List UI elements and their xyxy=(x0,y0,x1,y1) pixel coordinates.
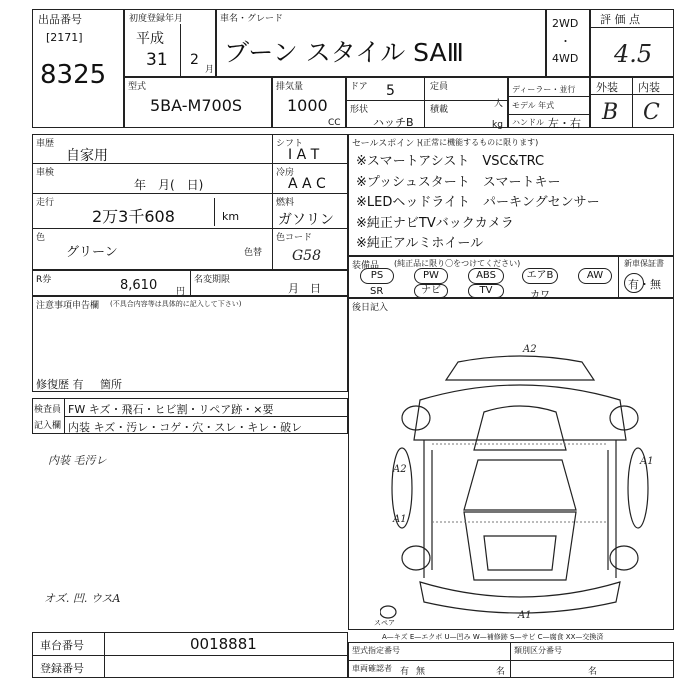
color-change-label: 色替 xyxy=(244,248,263,258)
fuel: ガソリン xyxy=(278,212,334,228)
transfer-value: 月 日 xyxy=(288,282,321,295)
drive-2wd: 2WD xyxy=(552,17,579,30)
person-unit: 人 xyxy=(494,99,504,109)
lot-label: 出品番号 xyxy=(38,13,82,26)
divider xyxy=(424,77,425,128)
class-label: 類別区分番号 xyxy=(514,646,562,655)
transfer-label: 名変期限 xyxy=(194,275,231,285)
shift-label: シフト xyxy=(276,139,304,149)
notes-label: 注意事項申告欄 xyxy=(36,301,100,311)
sales-point: ※純正ナビTVバックカメラ xyxy=(356,215,514,231)
mark-left-upper: A2 xyxy=(393,464,407,475)
drive-dot: ・ xyxy=(560,35,571,48)
handwritten-note-1: 内装 毛汚レ xyxy=(48,454,107,467)
dealer-label: ディーラー・並行 xyxy=(512,85,576,94)
score: 4.5 xyxy=(614,40,653,68)
kg-unit: kg xyxy=(492,120,503,130)
inspection-label: 車検 xyxy=(36,168,55,178)
model-year-label: モデル 年式 xyxy=(512,101,555,110)
doors-box xyxy=(346,77,508,128)
reg-label: 登録番号 xyxy=(40,662,84,675)
equip-ps: PS xyxy=(360,268,394,284)
repair-label: 修復歴 有 xyxy=(36,378,84,391)
equip-airbag: エアB xyxy=(522,268,558,284)
car-name-label: 車名・グレード xyxy=(220,14,284,24)
exterior-label: 外装 xyxy=(596,81,618,94)
recycle: 8,610 xyxy=(120,278,158,293)
equip-pw: PW xyxy=(414,268,448,284)
mileage: 2万3千608 xyxy=(92,207,175,226)
doors-label: ドア xyxy=(350,82,368,92)
color-label: 色 xyxy=(36,233,46,243)
warranty: 有・無 xyxy=(628,278,661,291)
warranty-label: 新車保証書 xyxy=(624,259,664,268)
yen-unit: 円 xyxy=(176,287,186,297)
km-unit: km xyxy=(222,210,240,223)
handle-label: ハンドル xyxy=(512,118,544,127)
after-label: 後日記入 xyxy=(352,303,389,313)
mileage-label: 走行 xyxy=(36,198,55,208)
sales-point: ※プッシュスタート スマートキー xyxy=(356,174,561,190)
divider xyxy=(214,198,215,226)
shift: I A T xyxy=(288,147,320,163)
inspector-col: 名 xyxy=(496,667,506,677)
equip-leather: カワ xyxy=(530,290,550,301)
divider xyxy=(590,27,674,28)
color: グリーン xyxy=(66,245,118,260)
warranty-selected-circle xyxy=(624,273,644,293)
divider xyxy=(348,660,674,661)
color-code-label: 色コード xyxy=(276,233,313,243)
chassis-label: 車台番号 xyxy=(40,639,84,652)
exterior-grade: B xyxy=(602,100,619,125)
divider xyxy=(346,100,508,101)
equip-sr: SR xyxy=(370,286,384,297)
color-code: G58 xyxy=(292,248,321,264)
month: 2 xyxy=(190,52,199,68)
checker-label-1: 検査員 xyxy=(34,405,62,415)
checker-label-2: 記入欄 xyxy=(34,421,62,431)
ac-label: 冷房 xyxy=(276,168,295,178)
divider xyxy=(180,24,181,77)
handle: 左・右 xyxy=(548,117,581,130)
divider xyxy=(104,632,105,678)
inspector-col: 有 xyxy=(400,667,410,677)
sales-label: セールスポイント xyxy=(352,139,424,149)
grade-label: 評 価 点 xyxy=(600,13,640,26)
sales-point-list xyxy=(356,152,600,255)
month-unit: 月 xyxy=(205,65,215,75)
mark-right: A1 xyxy=(640,456,654,467)
divider xyxy=(272,134,273,270)
equip-label: 装備品 xyxy=(352,261,380,271)
cc-unit: CC xyxy=(328,118,341,128)
doors: 5 xyxy=(386,83,395,99)
capacity-label: 定員 xyxy=(430,82,449,92)
chassis: 0018881 xyxy=(190,635,257,653)
inspector-col: 無 xyxy=(416,667,426,677)
year: 31 xyxy=(146,50,168,70)
mark-top: A2 xyxy=(523,344,537,355)
lot-small: [2171] xyxy=(46,31,83,44)
history: 自家用 xyxy=(66,148,108,164)
divider xyxy=(508,96,590,97)
sales-point: ※純正アルミホイール xyxy=(356,236,484,251)
divider xyxy=(190,270,191,296)
recycle-label: R券 xyxy=(36,275,52,285)
displacement-label: 排気量 xyxy=(276,82,304,92)
sales-point: ※スマートアシスト VSC&TRC xyxy=(356,154,545,169)
notes-sub: (不具合内容等は具体的に記入して下さい) xyxy=(110,300,242,308)
model: 5BA-M700S xyxy=(150,96,243,115)
legend: A—キズ E—エクボ U—凹み W—補修跡 S—サビ C—腐食 XX—交換済 xyxy=(382,633,604,641)
model-label: 型式 xyxy=(128,82,147,92)
mark-bottom: A1 xyxy=(518,610,532,621)
era: 平成 xyxy=(136,31,164,47)
divider xyxy=(32,193,348,194)
divider xyxy=(632,77,633,128)
inspection: 年 月( 日) xyxy=(134,178,204,192)
fw-row: FW キズ・飛石・ヒビ割・リペア跡・×要 xyxy=(68,403,274,416)
equip-navi: ナビ xyxy=(414,284,448,298)
equip-sub: (純正品に限り〇をつけてください) xyxy=(394,259,521,268)
mark-left-lower: A1 xyxy=(393,514,407,525)
equip-aw: AW xyxy=(578,268,612,284)
fuel-label: 燃料 xyxy=(276,198,295,208)
interior-label: 内装 xyxy=(638,81,660,94)
displacement: 1000 xyxy=(287,96,328,115)
type-label: 型式指定番号 xyxy=(352,646,400,655)
drive-4wd: 4WD xyxy=(552,52,579,65)
history-label: 車歴 xyxy=(36,139,55,149)
ac: A A C xyxy=(288,176,326,192)
car-name: ブーン スタイル SAⅢ xyxy=(224,38,464,67)
divider xyxy=(32,655,348,656)
inspector-label: 車両確認者 xyxy=(352,664,392,673)
sales-sub: (正常に機能するものに限ります) xyxy=(420,138,539,147)
shape-label: 形状 xyxy=(350,105,369,115)
sales-point: ※LEDヘッドライト パーキングセンサー xyxy=(356,195,600,210)
load-label: 積載 xyxy=(430,105,449,115)
handwritten-note-2: オズ. 凹. ウスA xyxy=(44,592,121,605)
divider xyxy=(64,398,65,434)
inspector-col: 名 xyxy=(588,667,598,677)
car-diagram xyxy=(380,340,660,625)
lot-number: 8325 xyxy=(40,60,107,90)
shape: ハッチB xyxy=(373,116,414,129)
spare-label: スペア xyxy=(374,619,395,627)
equip-tv: TV xyxy=(468,284,504,298)
first-reg-label: 初度登録年月 xyxy=(129,14,184,24)
int-row: 内装 キズ・汚レ・コゲ・穴・スレ・キレ・破レ xyxy=(68,421,303,434)
repair-suffix: 箇所 xyxy=(100,378,122,391)
divider xyxy=(618,256,619,298)
interior-grade: C xyxy=(643,100,660,125)
equip-abs: ABS xyxy=(468,268,504,284)
